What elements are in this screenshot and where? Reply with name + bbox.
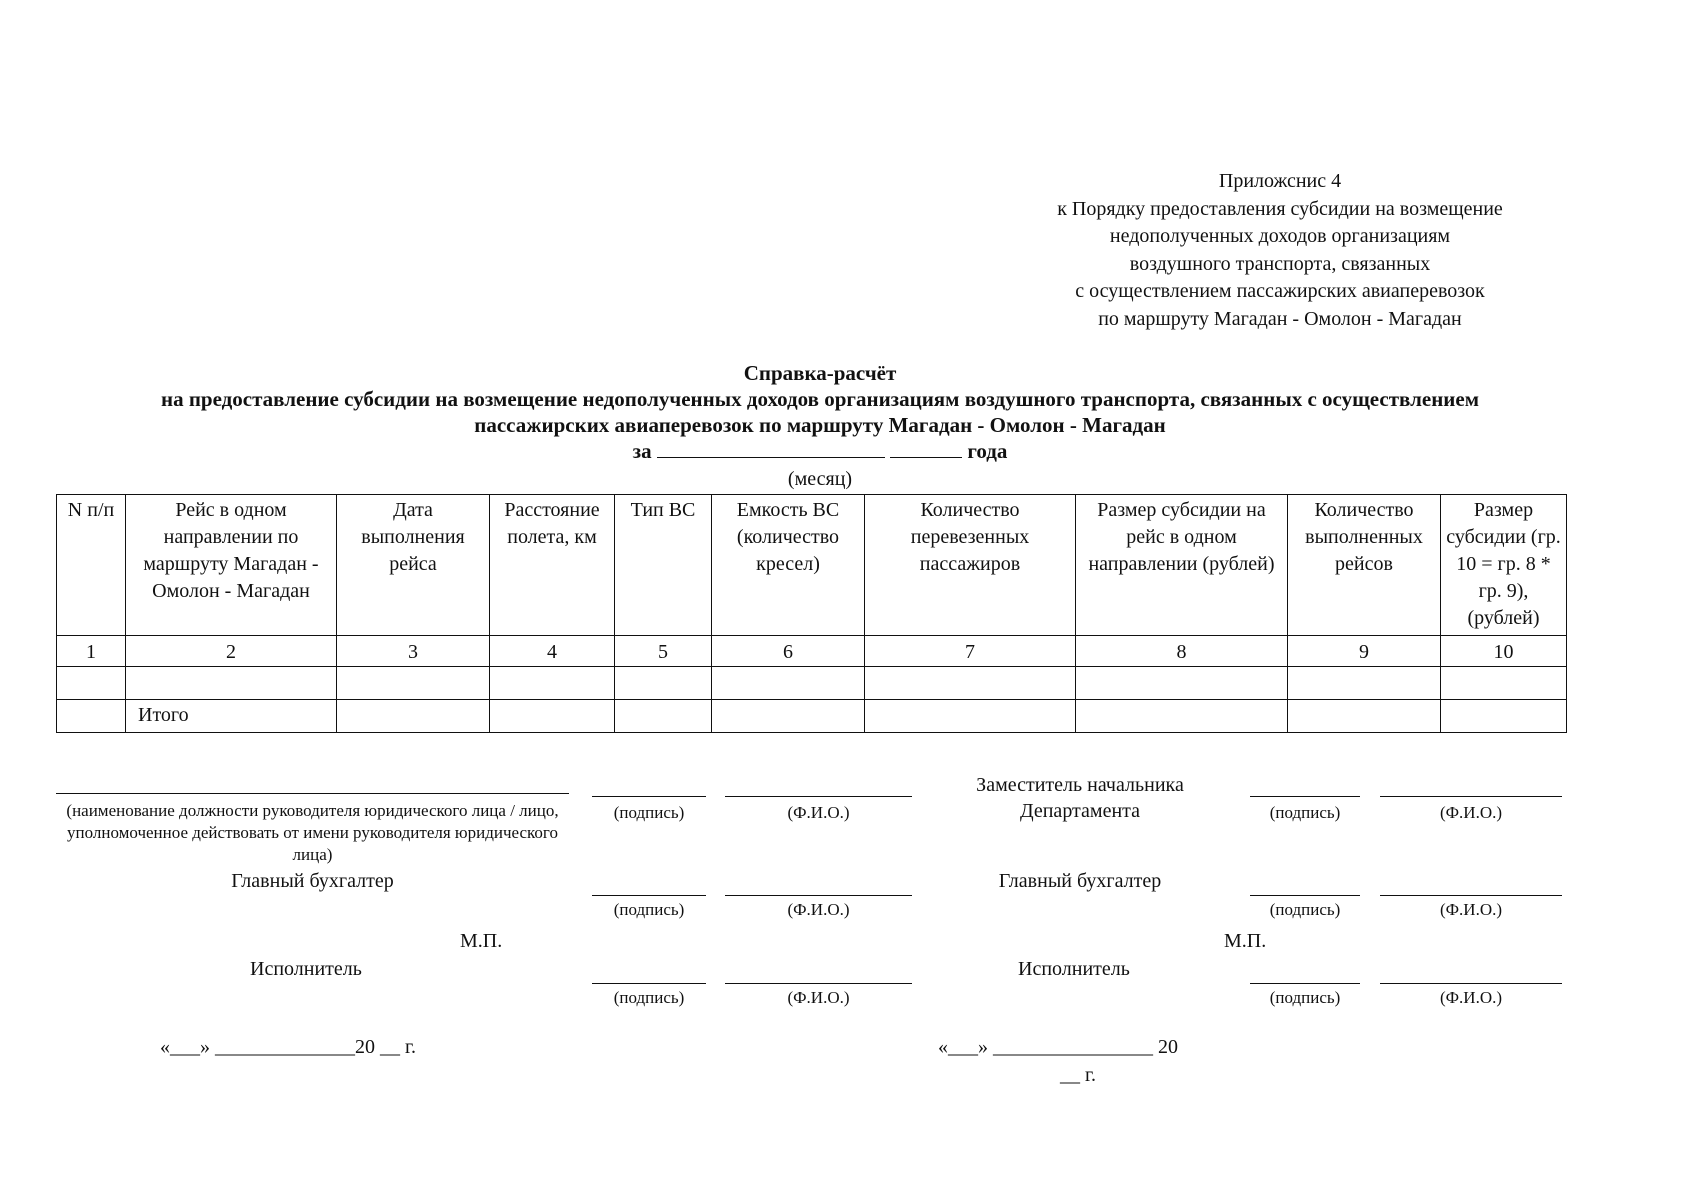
- fio-caption: (Ф.И.О.): [1439, 900, 1503, 919]
- appendix-line: к Порядку предоставления субсидии на возмещение: [1057, 197, 1503, 220]
- fio-caption: (Ф.И.О.): [787, 900, 850, 919]
- document-subtitle-line1: на предоставление субсидии на возмещение недополученных доходов организациям воздушного транспорта, связанных с осуществлением: [160, 387, 1480, 411]
- table-cell[interactable]: [337, 667, 490, 700]
- table-cell[interactable]: [57, 700, 126, 733]
- executor-label: Исполнитель: [250, 958, 362, 980]
- chief-accountant-label: Главный бухгалтер: [231, 870, 394, 892]
- appendix-line: с осуществлением пассажирских авиаперевозок: [1075, 280, 1485, 302]
- month-blank[interactable]: [657, 439, 885, 458]
- table-cell[interactable]: [712, 700, 865, 733]
- fio-caption: (Ф.И.О.): [787, 803, 850, 822]
- header-cell: Размер субсидии на рейс в одном направлении (рублей): [1076, 495, 1288, 636]
- period-prefix: за: [632, 439, 652, 463]
- column-number: 7: [865, 636, 1076, 667]
- table-cell[interactable]: [712, 667, 865, 700]
- total-label: Итого: [126, 700, 337, 733]
- deputy-head-line1: Заместитель начальника: [976, 774, 1184, 796]
- table-cell[interactable]: [57, 667, 126, 700]
- header-cell: Размер субсидии (гр. 10 = гр. 8 * гр. 9), (рублей): [1441, 495, 1567, 636]
- fio-line[interactable]: [725, 983, 912, 984]
- table-cell[interactable]: [1441, 700, 1567, 733]
- deputy-head-line2: Департамента: [1019, 800, 1141, 822]
- column-number: 4: [490, 636, 615, 667]
- period-line: [0, 438, 1640, 464]
- table-cell[interactable]: [490, 700, 615, 733]
- column-number-row: [57, 636, 1567, 667]
- signature-caption: (подпись): [613, 988, 685, 1007]
- appendix-block: [990, 168, 1570, 333]
- table-cell[interactable]: [1288, 700, 1441, 733]
- table-cell[interactable]: [337, 700, 490, 733]
- date-line[interactable]: «___» ______________20 __ г.: [160, 1036, 416, 1058]
- head-position-caption: (наименование должности руководителя юридического лица / лицо, уполномоченное действовать от имени руководителя юридического лица): [66, 801, 559, 864]
- table-cell[interactable]: [126, 667, 337, 700]
- column-number: 6: [712, 636, 865, 667]
- signature-line[interactable]: [1250, 983, 1360, 984]
- table-cell[interactable]: [1076, 667, 1288, 700]
- appendix-line: воздушного транспорта, связанных: [1129, 252, 1431, 275]
- header-cell: Расстояние полета, км: [490, 495, 615, 636]
- date-year-line[interactable]: __ г.: [1060, 1064, 1096, 1086]
- document-title: Справка-расчёт: [743, 361, 897, 385]
- total-row: [57, 700, 1567, 733]
- seal-label: М.П.: [1224, 930, 1267, 952]
- header-cell: Количество выполненных рейсов: [1288, 495, 1441, 636]
- signature-line[interactable]: [592, 895, 706, 896]
- period-suffix: года: [967, 439, 1008, 463]
- executor-label: Исполнитель: [1018, 958, 1130, 980]
- document-subtitle-line2: пассажирских авиаперевозок по маршруту Магадан - Омолон - Магадан: [474, 413, 1166, 437]
- table-cell[interactable]: [865, 700, 1076, 733]
- table-cell[interactable]: [865, 667, 1076, 700]
- column-number: 9: [1288, 636, 1441, 667]
- signature-caption: (подпись): [613, 900, 685, 919]
- header-cell: Емкость ВС (количество кресел): [712, 495, 865, 636]
- header-cell: Рейс в одном направлении по маршруту Магадан - Омолон - Магадан: [126, 495, 337, 636]
- appendix-line: Приложснис 4: [1218, 170, 1342, 192]
- subsidy-table: [56, 494, 1567, 733]
- table-row: [57, 667, 1567, 700]
- period-note: (месяц): [787, 468, 853, 490]
- signature-caption: (подпись): [613, 803, 685, 822]
- header-cell: Дата выполнения рейса: [337, 495, 490, 636]
- column-number: 10: [1441, 636, 1567, 667]
- signature-line[interactable]: [1250, 895, 1360, 896]
- column-number: 8: [1076, 636, 1288, 667]
- header-cell: N п/п: [57, 495, 126, 636]
- fio-line[interactable]: [1380, 983, 1562, 984]
- column-number: 1: [57, 636, 126, 667]
- seal-label: М.П.: [460, 930, 503, 952]
- table-cell[interactable]: [490, 667, 615, 700]
- column-number: 2: [126, 636, 337, 667]
- chief-accountant-label: Главный бухгалтер: [998, 870, 1162, 892]
- fio-line[interactable]: [1380, 895, 1562, 896]
- table-cell[interactable]: [615, 700, 712, 733]
- date-line[interactable]: «___» ________________ 20: [938, 1036, 1178, 1058]
- signature-line[interactable]: [1250, 796, 1360, 797]
- table-header-row: [57, 495, 1567, 636]
- signature-caption: (подпись): [1269, 900, 1341, 919]
- fio-line[interactable]: [725, 796, 912, 797]
- signature-caption: (подпись): [1269, 803, 1341, 822]
- column-number: 5: [615, 636, 712, 667]
- table-cell[interactable]: [1076, 700, 1288, 733]
- table-cell[interactable]: [1288, 667, 1441, 700]
- fio-line[interactable]: [725, 895, 912, 896]
- fio-caption: (Ф.И.О.): [1439, 803, 1503, 822]
- deputy-head-label: [930, 772, 1230, 824]
- head-position-line[interactable]: [56, 793, 569, 794]
- column-number: 3: [337, 636, 490, 667]
- fio-line[interactable]: [1380, 796, 1562, 797]
- year-blank[interactable]: [890, 439, 962, 458]
- signature-line[interactable]: [592, 796, 706, 797]
- signature-line[interactable]: [592, 983, 706, 984]
- signature-caption: (подпись): [1269, 988, 1341, 1007]
- appendix-line: по маршруту Магадан - Омолон - Магадан: [1098, 307, 1462, 330]
- appendix-line: недополученных доходов организациям: [1109, 225, 1451, 247]
- header-cell: Тип ВС: [615, 495, 712, 636]
- fio-caption: (Ф.И.О.): [787, 988, 850, 1007]
- table-cell[interactable]: [615, 667, 712, 700]
- table-cell[interactable]: [1441, 667, 1567, 700]
- header-cell: Количество перевезенных пассажиров: [865, 495, 1076, 636]
- fio-caption: (Ф.И.О.): [1439, 988, 1503, 1007]
